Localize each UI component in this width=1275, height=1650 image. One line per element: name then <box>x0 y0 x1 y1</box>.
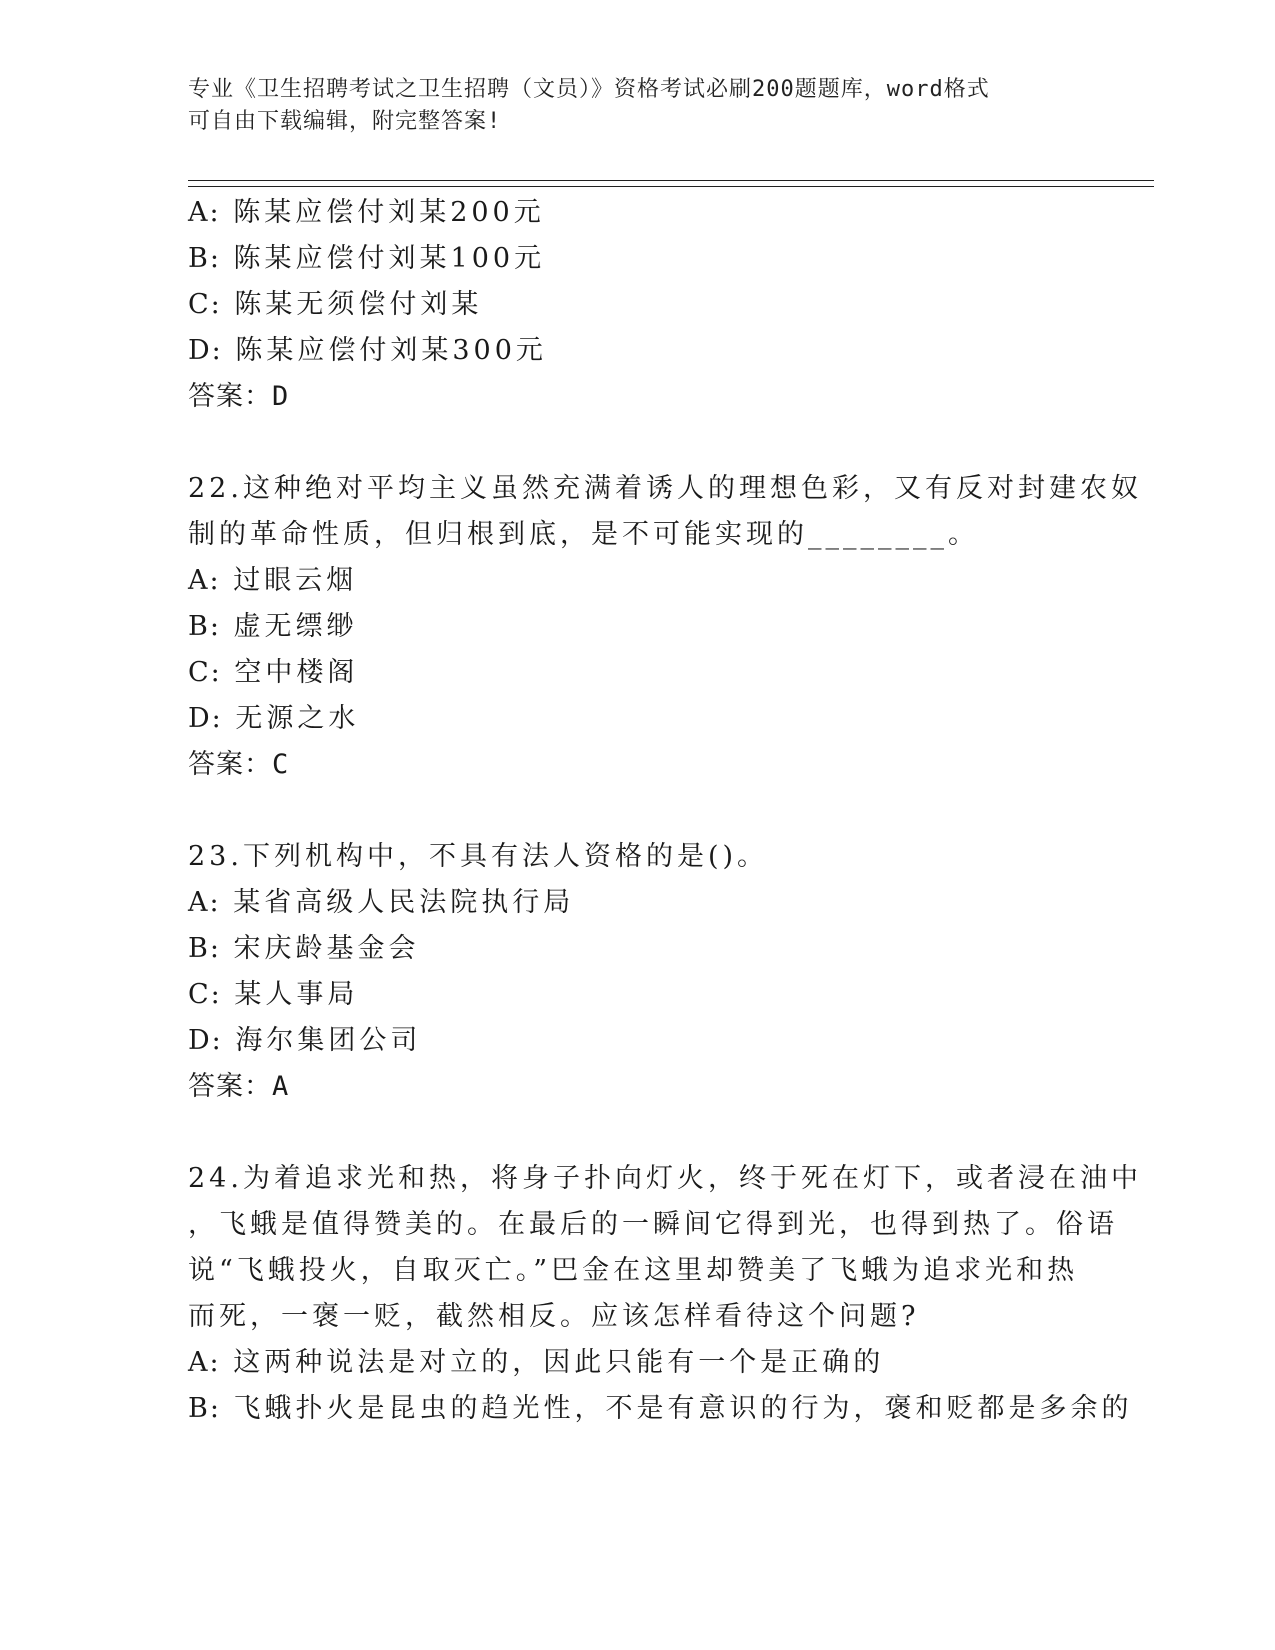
question-stem-line: ，飞蛾是值得赞美的。在最后的一瞬间它得到光，也得到热了。俗语 <box>188 1209 1118 1240</box>
option-text: 这两种说法是对立的，因此只能有一个是正确的 <box>233 1347 885 1378</box>
option-text: 陈某应偿付刘某200元 <box>233 197 545 228</box>
option-letter: B: <box>188 1393 221 1424</box>
option-d <box>188 328 1148 374</box>
option-letter: A: <box>188 197 221 228</box>
option-text: 陈某应偿付刘某100元 <box>233 243 546 274</box>
option-letter: A: <box>188 565 221 596</box>
option-c <box>188 282 1148 328</box>
option-text: 虚无缥缈 <box>233 611 358 642</box>
question-22 <box>188 466 1148 788</box>
question-23 <box>188 834 1148 1110</box>
question-stem-line: 22.这种绝对平均主义虽然充满着诱人的理想色彩，又有反对封建农奴 <box>188 473 1142 504</box>
option-letter: B: <box>188 933 221 964</box>
option-letter: C: <box>188 289 222 320</box>
option-text: 飞蛾扑火是昆虫的趋光性，不是有意识的行为，褒和贬都是多余的 <box>233 1393 1133 1424</box>
answer-label: 答案： <box>188 749 272 780</box>
option-letter: A: <box>188 1347 221 1378</box>
option-letter: B: <box>188 611 221 642</box>
question-stem-line: 说“飞蛾投火，自取灭亡。”巴金在这里却赞美了飞蛾为追求光和热 <box>188 1255 1079 1286</box>
option-a <box>188 880 1148 926</box>
question-24 <box>188 1156 1148 1432</box>
option-a <box>188 190 1148 236</box>
question-list <box>188 190 1148 1432</box>
question-21-options <box>188 190 1148 420</box>
option-text: 过眼云烟 <box>233 565 358 596</box>
option-text: 陈某无须偿付刘某 <box>234 289 483 320</box>
option-a <box>188 1340 1148 1386</box>
option-text: 陈某应偿付刘某300元 <box>235 335 547 366</box>
option-text: 某人事局 <box>234 979 359 1010</box>
header-divider-bottom <box>188 186 1154 187</box>
question-stem-line: 23.下列机构中，不具有法人资格的是()。 <box>188 841 769 872</box>
option-c <box>188 972 1148 1018</box>
option-a <box>188 558 1148 604</box>
answer-line <box>188 742 1148 788</box>
question-stem-line: 24.为着追求光和热，将身子扑向灯火，终于死在灯下，或者浸在油中 <box>188 1163 1142 1194</box>
option-b <box>188 236 1148 282</box>
answer-value: A <box>272 1071 290 1102</box>
document-header <box>188 74 1088 138</box>
option-text: 无源之水 <box>235 703 360 734</box>
option-text: 空中楼阁 <box>234 657 359 688</box>
option-letter: D: <box>188 703 223 734</box>
header-line-1: 专业《卫生招聘考试之卫生招聘（文员）》资格考试必刷200题题库，word格式 <box>188 77 990 102</box>
option-letter: D: <box>188 1025 223 1056</box>
answer-value: C <box>272 749 290 780</box>
question-stem-line: 制的革命性质，但归根到底，是不可能实现的________。 <box>188 519 979 550</box>
option-c <box>188 650 1148 696</box>
answer-value: D <box>272 381 290 412</box>
option-letter: C: <box>188 979 222 1010</box>
header-divider-top <box>188 180 1154 181</box>
option-b <box>188 1386 1148 1432</box>
option-letter: C: <box>188 657 222 688</box>
answer-label: 答案： <box>188 1071 272 1102</box>
option-text: 宋庆龄基金会 <box>233 933 420 964</box>
answer-line <box>188 374 1148 420</box>
option-b <box>188 926 1148 972</box>
option-letter: B: <box>188 243 221 274</box>
option-text: 某省高级人民法院执行局 <box>233 887 575 918</box>
answer-line <box>188 1064 1148 1110</box>
answer-label: 答案： <box>188 381 272 412</box>
header-line-2: 可自由下载编辑，附完整答案! <box>188 109 502 134</box>
question-stem-line: 而死，一褒一贬，截然相反。应该怎样看待这个问题? <box>188 1301 920 1332</box>
option-text: 海尔集团公司 <box>235 1025 422 1056</box>
option-d <box>188 696 1148 742</box>
option-b <box>188 604 1148 650</box>
option-letter: A: <box>188 887 221 918</box>
option-d <box>188 1018 1148 1064</box>
option-letter: D: <box>188 335 223 366</box>
